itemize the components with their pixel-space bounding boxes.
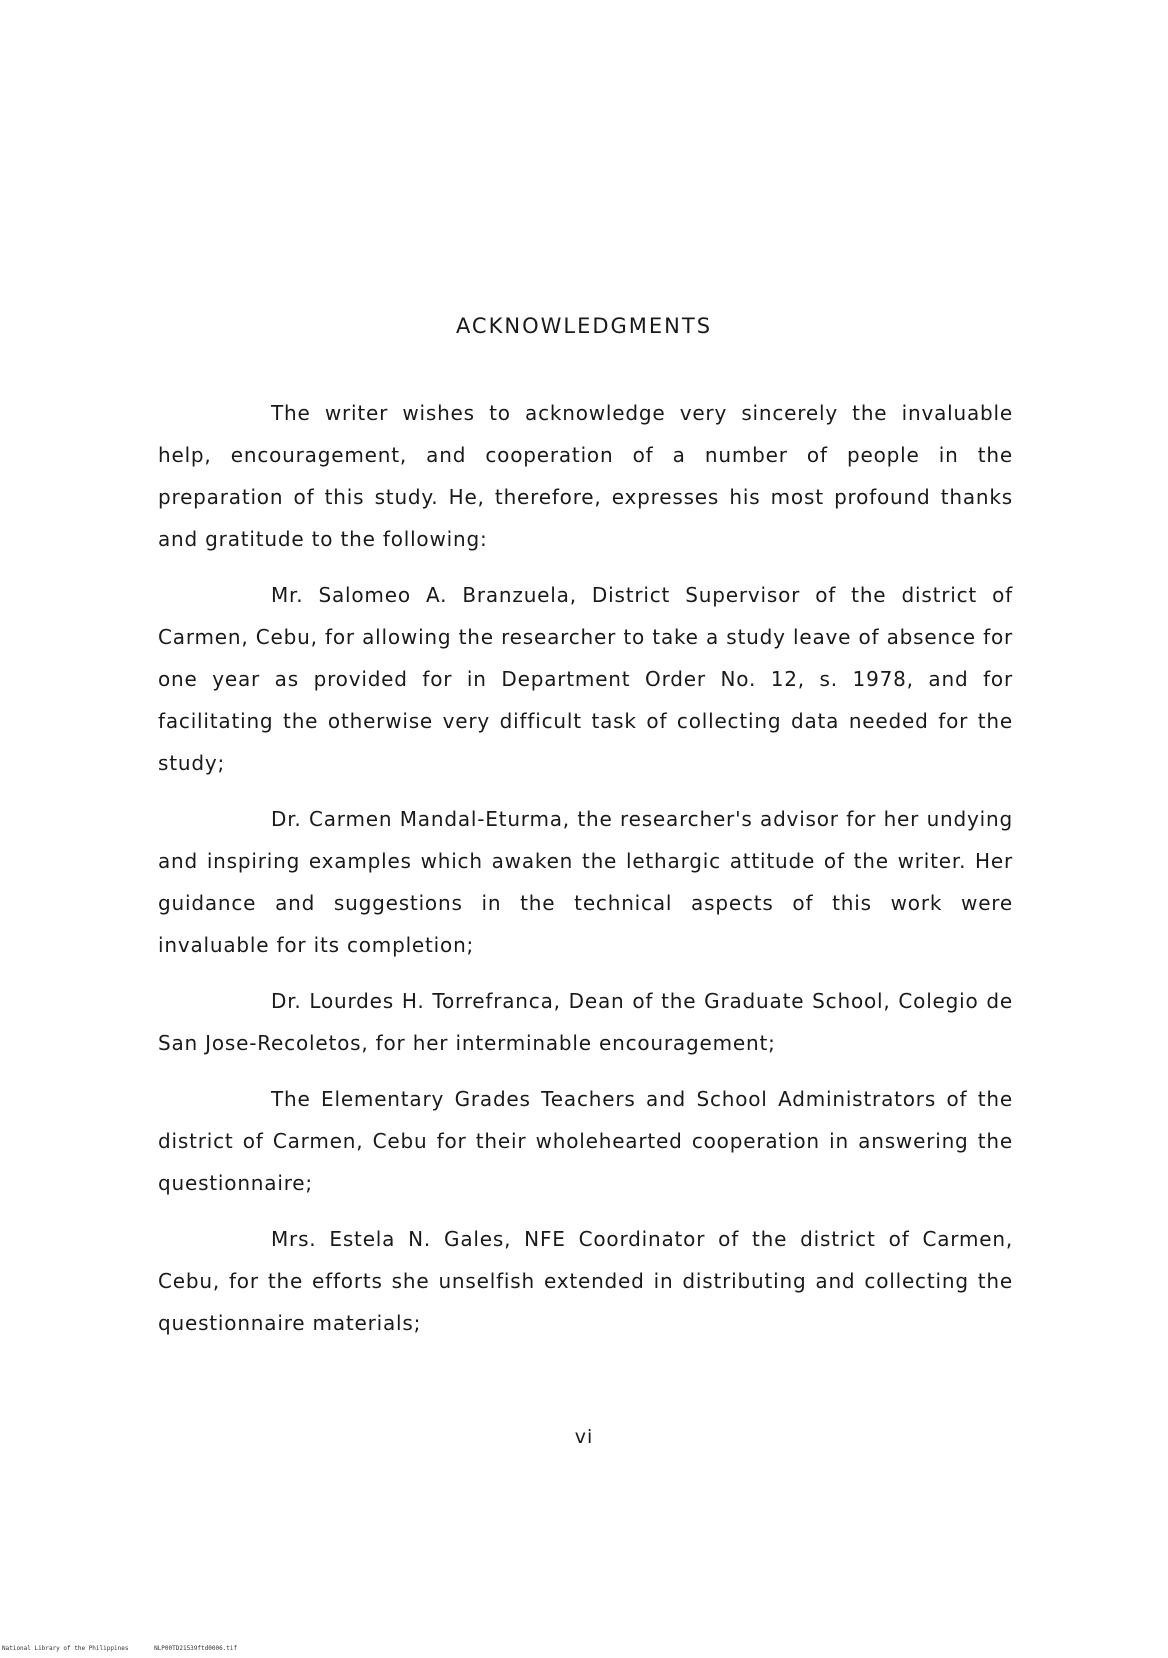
acknowledgments-body [158, 392, 1013, 1358]
scan-footer [2, 1645, 259, 1652]
footer-filename: NLP00TD21539ftd0006.tif [154, 1645, 238, 1652]
paragraph-dean: Dr. Lourdes H. Torrefranca, Dean of the Graduate School, Colegio de San Jose-Recoletos, for her interminable encouragement; [158, 989, 1013, 1055]
page-number: vi [574, 1426, 594, 1448]
page-title: ACKNOWLEDGMENTS [455, 314, 713, 338]
paragraph-coordinator: Mrs. Estela N. Gales, NFE Coordinator of the district of Carmen, Cebu, for the efforts she unselfish extended in distributing and collecting the questionnaire materials; [158, 1227, 1013, 1335]
paragraph-intro: The writer wishes to acknowledge very sincerely the invaluable help, encouragement, and cooperation of a number of people in the preparation of this study. He, therefore, expresses his most profound thanks and gratitude to the following: [158, 401, 1013, 551]
paragraph-advisor: Dr. Carmen Mandal-Eturma, the researcher's advisor for her undying and inspiring examples which awaken the lethargic attitude of the writer. Her guidance and suggestions in the technical aspects of this work were invaluable for its completion; [158, 807, 1013, 957]
paragraph-branzuela: Mr. Salomeo A. Branzuela, District Supervisor of the district of Carmen, Cebu, for allowing the researcher to take a study leave of absence for one year as provided for in Department Order No. 12, s. 1978, and for facilitating the otherwise very difficult task of collecting data needed for the study; [158, 583, 1013, 775]
paragraph-teachers: The Elementary Grades Teachers and School Administrators of the district of Carmen, Cebu for their wholehearted cooperation in answering the questionnaire; [158, 1087, 1013, 1195]
footer-library: National Library of the Philippines [2, 1645, 129, 1652]
